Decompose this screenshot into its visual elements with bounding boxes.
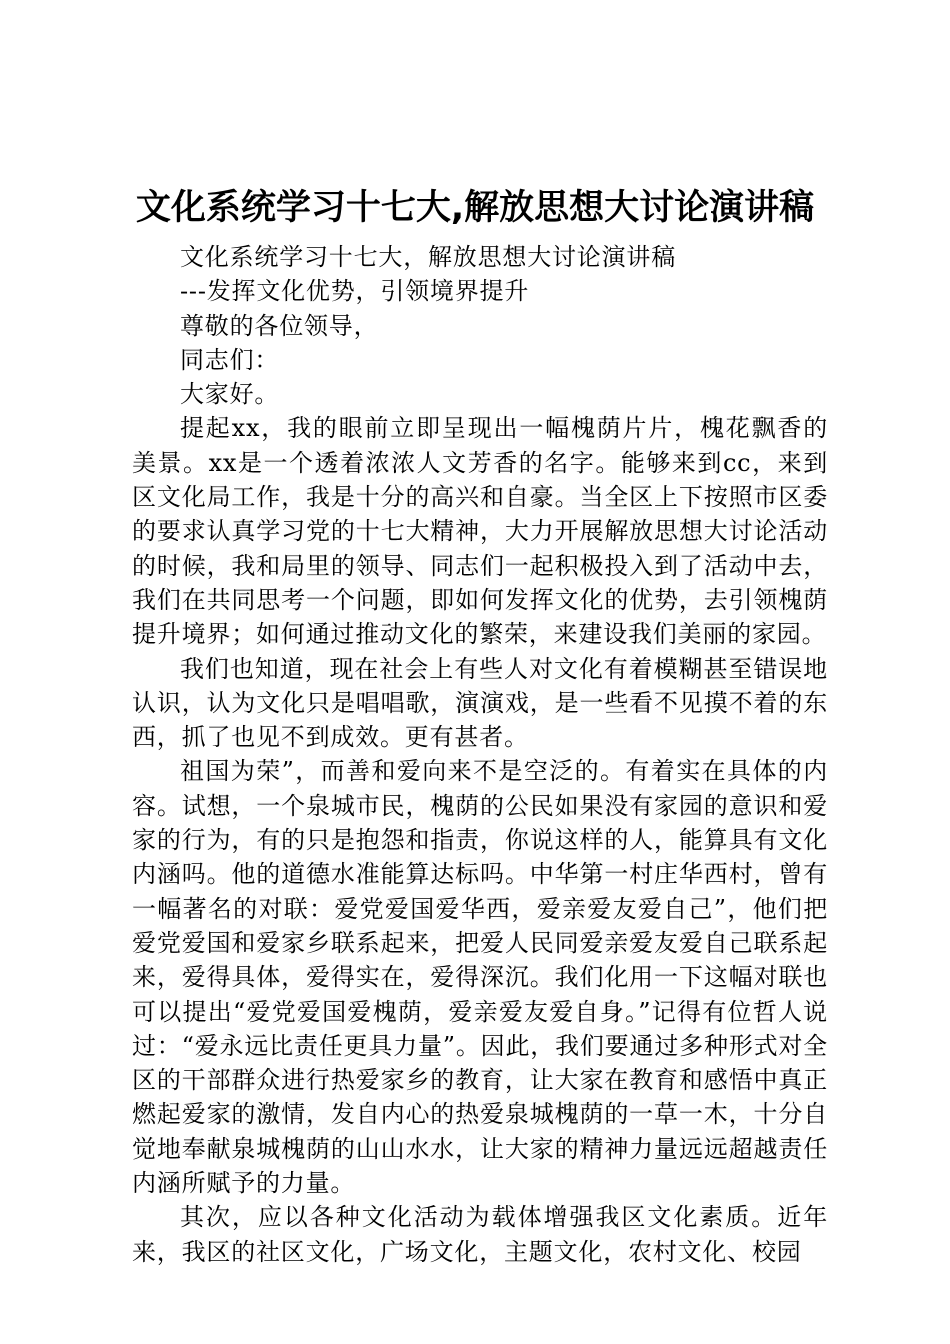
body-paragraph: 其次，应以各种文化活动为载体增强我区文化素质。近年来，我区的社区文化，广场文化，主题文化，农村文化、校园 [132, 1203, 828, 1266]
salutation-leaders: 尊敬的各位领导， [180, 311, 379, 340]
greeting-line: 大家好。 [180, 380, 280, 409]
document-title: 文化系统学习十七大,解放思想大讨论演讲稿 [135, 188, 815, 228]
body-paragraph: 祖国为荣”，而善和爱向来不是空泛的。有着实在具体的内容。试想，一个泉城市民，槐荫的公民如果没有家园的意识和爱家的行为，有的只是抱怨和指责，你说这样的人，能算具有文化内涵吗。他的道德水准能算达标吗。中华第一村庄华西村，曾有一幅著名的对联：爱党爱国爱华西，爱亲爱友爱自己”，他们把爱党爱国和爱家乡联系起来，把爱人民同爱亲爱友爱自己联系起来，爱得具体，爱得实在，爱得深沉。我们化用一下这幅对联也可以提出“爱党爱国爱槐荫，爱亲爱友爱自身。”记得有位哲人说过：“爱永远比责任更具力量”。因此，我们要通过多种形式对全区的干部群众进行热爱家乡的教育，让大家在教育和感悟中真正燃起爱家的激情，发自内心的热爱泉城槐荫的一草一木，十分自觉地奉献泉城槐荫的山山水水，让大家的精神力量远远超越责任内涵所赋予的力量。 [132, 757, 828, 1198]
subtitle-line: 文化系统学习十七大，解放思想大讨论演讲稿 [180, 243, 676, 271]
body-paragraph: 我们也知道，现在社会上有些人对文化有着模糊甚至错误地认识，认为文化只是唱唱歌，演演戏，是一些看不见摸不着的东西，抓了也见不到成效。更有甚者。 [132, 654, 828, 752]
document-body [132, 240, 828, 1269]
body-paragraph: 提起xx，我的眼前立即呈现出一幅槐荫片片，槐花飘香的美景。xx是一个透着浓浓人文芳香的名字。能够来到cc，来到区文化局工作，我是十分的高兴和自豪。当全区上下按照市区委的要求认真学习党的十七大精神，大力开展解放思想大讨论活动的时候，我和局里的领导、同志们一起积极投入到了活动中去，我们在共同思考一个问题，即如何发挥文化的优势，去引领槐荫提升境界；如何通过推动文化的繁荣，来建设我们美丽的家园。 [132, 414, 828, 649]
salutation-comrades: 同志们： [180, 345, 280, 374]
slogan-line: ---发挥文化优势，引领境界提升 [180, 277, 530, 306]
